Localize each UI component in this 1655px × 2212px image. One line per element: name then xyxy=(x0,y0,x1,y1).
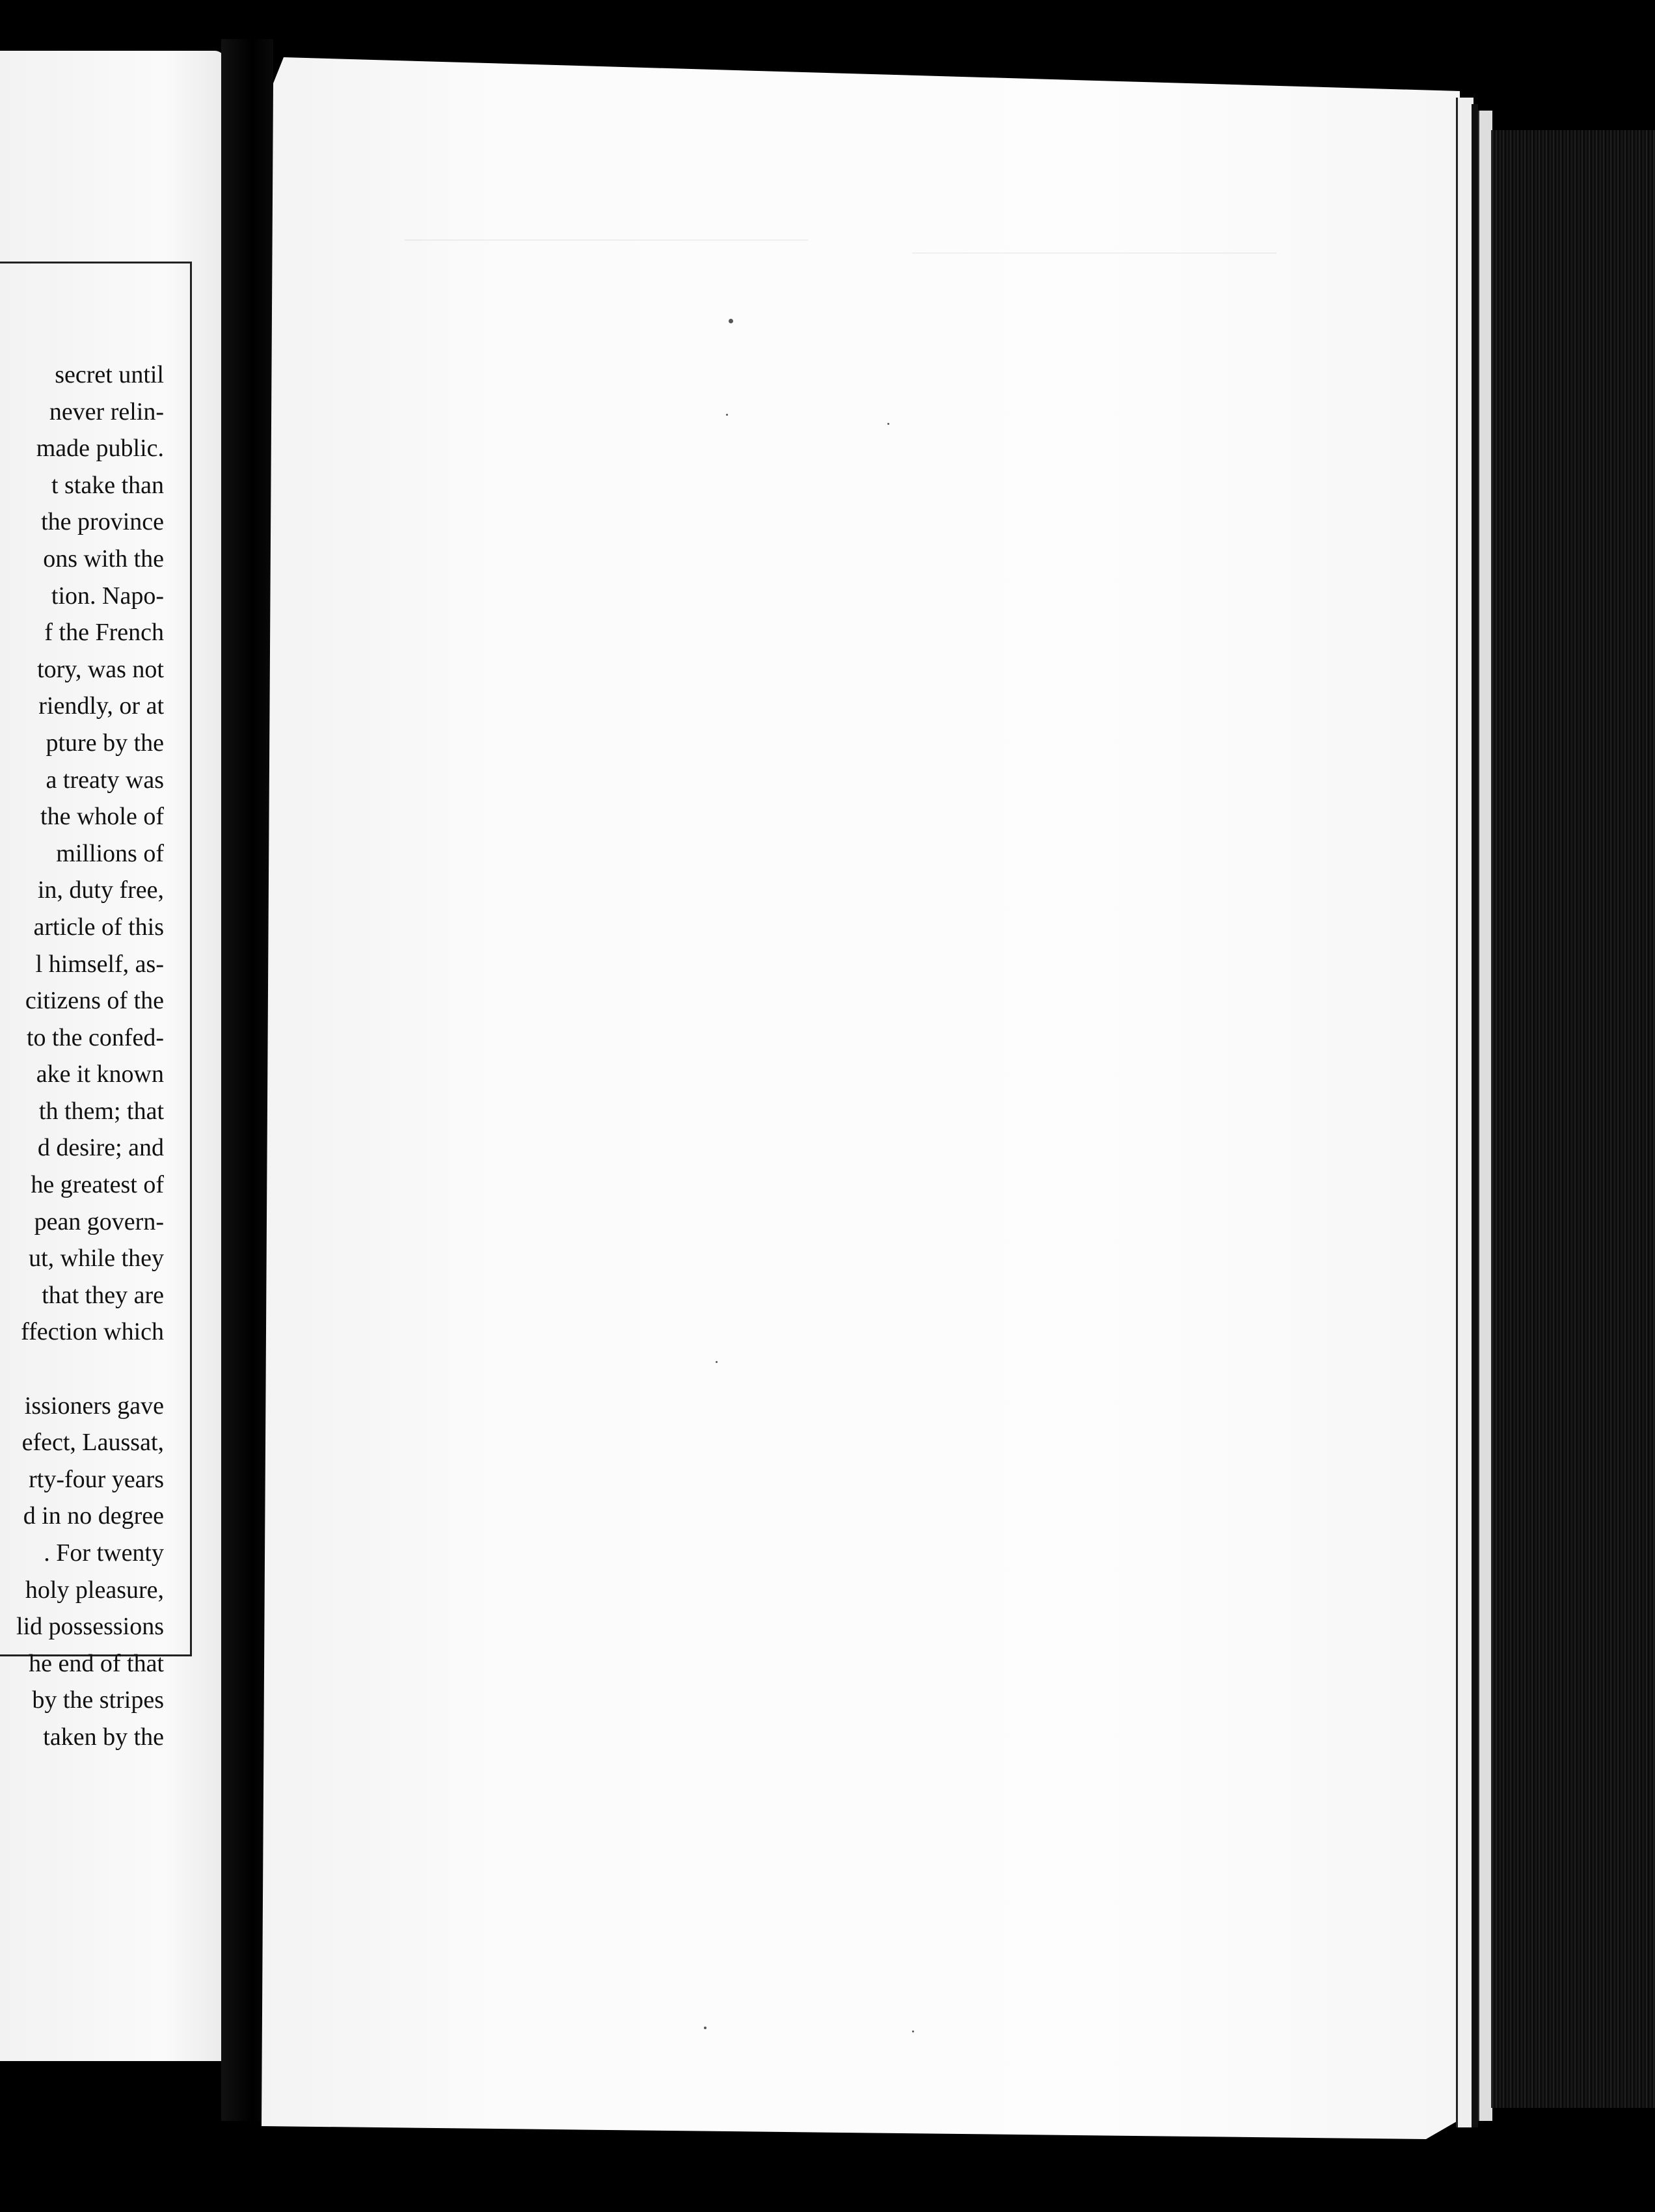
text-line: l himself, as- xyxy=(35,950,164,978)
text-line: millions of xyxy=(56,839,164,867)
text-line: ut, while they xyxy=(29,1245,164,1273)
text-line: issioners gave xyxy=(24,1392,164,1420)
dust-speck xyxy=(704,2027,706,2029)
text-line: never relin- xyxy=(49,398,164,425)
page-edge-shadow xyxy=(1472,104,1478,2127)
text-line: d desire; and xyxy=(37,1134,164,1162)
text-line: article of this xyxy=(33,913,164,941)
text-line: t stake than xyxy=(51,471,164,499)
dust-speck xyxy=(912,2030,914,2032)
text-line: efect, Laussat, xyxy=(21,1429,164,1457)
text-line: d in no degree xyxy=(23,1502,164,1530)
text-line: he greatest of xyxy=(31,1171,164,1199)
paragraph-gap xyxy=(0,1351,164,1388)
bleed-through-mark xyxy=(405,239,808,241)
text-line: secret until xyxy=(55,361,164,388)
text-line: the province xyxy=(41,508,164,536)
text-line: pean govern- xyxy=(34,1207,164,1235)
text-line: he end of that xyxy=(29,1649,164,1677)
dust-speck xyxy=(729,319,733,323)
page-edge xyxy=(1478,111,1492,2121)
text-line: pture by the xyxy=(46,729,164,757)
text-line: th them; that xyxy=(38,1097,164,1125)
text-line: that they are xyxy=(42,1281,164,1309)
left-page-text xyxy=(0,357,164,1756)
book-fore-edge xyxy=(1491,130,1655,2108)
text-line: ake it known xyxy=(36,1060,164,1088)
page-edge xyxy=(1456,98,1473,2127)
text-line: holy pleasure, xyxy=(25,1576,164,1604)
text-line: citizens of the xyxy=(25,987,164,1015)
dust-speck xyxy=(887,423,889,425)
text-line: taken by the xyxy=(43,1723,164,1751)
text-line: a treaty was xyxy=(46,766,164,794)
text-line: ons with the xyxy=(43,545,164,573)
text-line: by the stripes xyxy=(32,1686,164,1714)
bleed-through-mark xyxy=(912,252,1276,254)
text-line: tion. Napo- xyxy=(51,582,164,610)
text-line: riendly, or at xyxy=(38,692,164,720)
text-line: ffection which xyxy=(21,1318,164,1346)
text-line: rty-four years xyxy=(29,1465,164,1493)
right-page-blank xyxy=(262,57,1460,2139)
text-line: . For twenty xyxy=(44,1539,164,1567)
text-line: to the confed- xyxy=(26,1023,164,1051)
text-line: in, duty free, xyxy=(37,876,164,904)
text-line: f the French xyxy=(44,619,164,647)
text-line: tory, was not xyxy=(37,655,164,683)
dust-speck xyxy=(716,1361,718,1363)
text-line: made public. xyxy=(36,435,164,463)
dust-speck xyxy=(726,414,728,416)
text-line: lid possessions xyxy=(16,1613,164,1641)
text-line: the whole of xyxy=(40,803,164,831)
